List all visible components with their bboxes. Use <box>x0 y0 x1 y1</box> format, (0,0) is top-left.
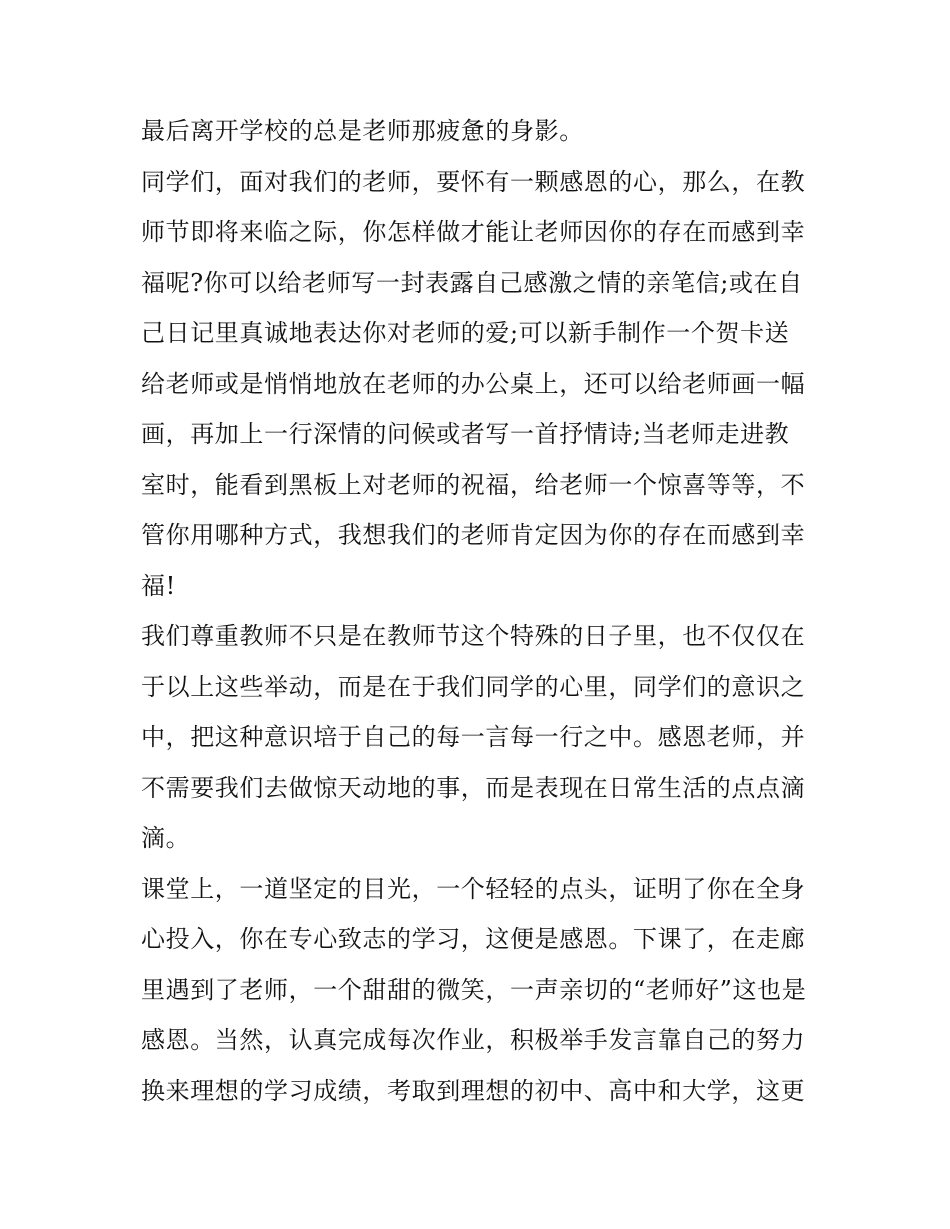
document-body <box>141 106 811 1116</box>
text-line: 不需要我们去做惊天动地的事，而是表现在日常生活的点点滴 <box>141 773 806 802</box>
text-line: 福呢?你可以给老师写一封表露自己感激之情的亲笔信;或在自 <box>141 268 803 297</box>
text-line: 师节即将来临之际，你怎样做才能让老师因你的存在而感到幸 <box>141 218 806 246</box>
text-line: 我们尊重教师不只是在教师节这个特殊的日子里，也不仅仅在 <box>141 622 806 650</box>
text-line: 于以上这些举动，而是在于我们同学的心里，同学们的意识之 <box>141 672 806 701</box>
text-line: 滴。 <box>141 824 191 852</box>
text-line: 管你用哪种方式，我想我们的老师肯定因为你的存在而感到幸 <box>141 521 806 549</box>
text-line: 里遇到了老师，一个甜甜的微笑，一声亲切的“老师好”这也是 <box>141 975 807 1004</box>
text-line: 给老师或是悄悄地放在老师的办公桌上，还可以给老师画一幅 <box>141 369 806 398</box>
text-line: 换来理想的学习成绩，考取到理想的初中、高中和大学，这更 <box>141 1076 806 1105</box>
text-line: 心投入，你在专心致志的学习，这便是感恩。下课了，在走廊 <box>141 925 806 953</box>
text-line: 福! <box>141 571 176 600</box>
text-line: 最后离开学校的总是老师那疲惫的身影。 <box>141 117 584 145</box>
text-line: 画，再加上一行深情的问候或者写一首抒情诗;当老师走进教 <box>141 420 790 448</box>
text-line: 课堂上，一道坚定的目光，一个轻轻的点头，证明了你在全身 <box>141 874 806 903</box>
text-line: 中，把这种意识培于自己的每一言每一行之中。感恩老师，并 <box>141 723 806 751</box>
text-line: 感恩。当然，认真完成每次作业，积极举手发言靠自己的努力 <box>141 1026 806 1054</box>
text-line: 己日记里真诚地表达你对老师的爱;可以新手制作一个贺卡送 <box>141 319 790 347</box>
text-line: 同学们，面对我们的老师，要怀有一颗感恩的心，那么，在教 <box>141 167 806 196</box>
text-line: 室时，能看到黑板上对老师的祝福，给老师一个惊喜等等，不 <box>141 470 806 499</box>
